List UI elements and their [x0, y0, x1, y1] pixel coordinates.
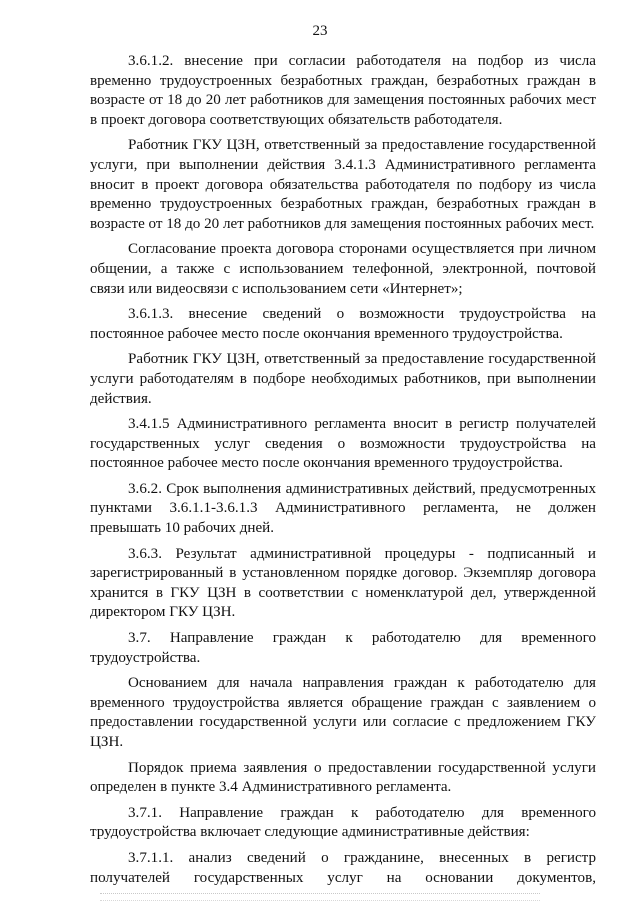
paragraph-application-order: Порядок приема заявления о предоставлении государственной услуги определен в пункте 3.4 Административного регламента.: [90, 759, 596, 796]
paragraph-3-4-1-5: 3.4.1.5 Административного регламента вносит в регистр получателей государственных услуг сведения о возможности трудоустройства на постоянное рабочее место после окончания временного трудоустройства.: [90, 416, 596, 472]
paragraph-contract-approval: Согласование проекта договора сторонами осуществляется при личном общении, а также с использованием телефонной, электронной, почтовой связи или видеосвязи с использованием сети «Интернет»;: [90, 241, 596, 297]
paragraph-3-7-1-1: 3.7.1.1. анализ сведений о гражданине, внесенных в регистр получателей государственных услуг на основании документов,: [90, 849, 596, 886]
document-body: [90, 52, 596, 894]
paragraph-3-7: 3.7. Направление граждан к работодателю для временного трудоустройства.: [90, 630, 596, 666]
paragraph-3-6-1-2: 3.6.1.2. внесение при согласии работодателя на подбор из числа временно трудоустроенных безработных граждан, безработных граждан в возрасте от 18 до 20 лет работников для замещения постоянных рабочих мест в проект договора соответствующих обязательств работодателя.: [90, 53, 596, 128]
paragraph-grounds: Основанием для начала направления граждан к работодателю для временного трудоустройства является обращение граждан с заявлением о предоставлении государственной услуги или согласие с предложением ГКУ ЦЗН.: [90, 675, 596, 750]
paragraph-3-6-1-3: 3.6.1.3. внесение сведений о возможности трудоустройства на постоянное рабочее место после окончания временного трудоустройства.: [90, 306, 596, 342]
paragraph-3-7-1: 3.7.1. Направление граждан к работодателю для временного трудоустройства включает следующие административные действия:: [90, 804, 596, 841]
paragraph-employee-duty-2: Работник ГКУ ЦЗН, ответственный за предоставление государственной услуги работодателям в подборе необходимых работников, при выполнении действия.: [90, 351, 596, 407]
scan-bottom-edge: [100, 893, 540, 901]
paragraph-3-6-2: 3.6.2. Срок выполнения административных действий, предусмотренных пунктами 3.6.1.1-3.6.1.3 Административного регламента, не должен превышать 10 рабочих дней.: [90, 480, 596, 537]
page-number: 23: [312, 23, 328, 39]
paragraph-3-6-3: 3.6.3. Результат административной процедуры - подписанный и зарегистрированный в установленном порядке договор. Экземпляр договора хранится в ГКУ ЦЗН в соответствии с номенклатурой дел, утвержденной директором ГКУ ЦЗН.: [90, 545, 596, 621]
paragraph-employee-duty: Работник ГКУ ЦЗН, ответственный за предоставление государственной услуги, при выполнении действия 3.4.1.3 Административного регламента вносит в проект договора обязательства работодателя по подбору из числа временно трудоустроенных безработных граждан, безработных граждан в возрасте от 18 до 20 лет работников для замещения постоянных рабочих мест.: [90, 137, 596, 232]
